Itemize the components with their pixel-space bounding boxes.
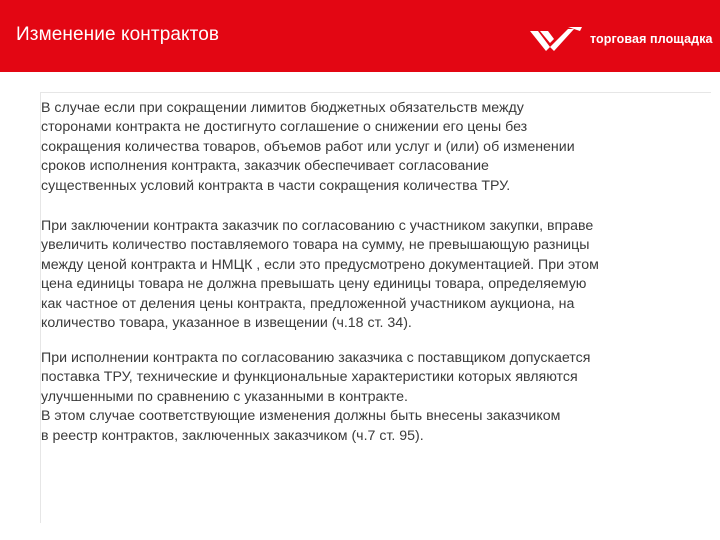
paragraph-contract-execution: [41, 349, 590, 446]
paragraph-budget-limits: [41, 99, 575, 196]
text-line: При исполнении контракта по согласованию заказчика с поставщиком допускается: [41, 350, 591, 366]
text-line: улучшенными по сравнению с указанными в контракте.: [41, 388, 408, 405]
text-line: количество товара, указанное в извещении (ч.18 ст. 34).: [41, 315, 412, 332]
logo-icon: [528, 25, 584, 53]
text-line: сторонами контракта не достигнуто соглашение о снижении его цены без: [41, 119, 528, 136]
text-line: между ценой контракта и НМЦК , если это предусмотрено документацией. При этом: [41, 256, 599, 273]
text-line: сокращения количества товаров, объемов работ или услуг и (или) об изменении: [41, 138, 575, 155]
text-line: При заключении контракта заказчик по согласованию с участником закупки, вправе: [41, 218, 594, 234]
paragraph-contract-conclusion: [41, 217, 599, 333]
text-line: В случае если при сокращении лимитов бюджетных обязательств между: [41, 100, 524, 116]
logo-text: торговая площадка: [590, 32, 713, 46]
content-area: [40, 92, 711, 523]
text-line: В этом случае соответствующие изменения должны быть внесены заказчиком: [41, 408, 561, 425]
text-line: цена единицы товара не должна превышать цену единицы товара, определяемую: [41, 276, 587, 293]
text-line: в реестр контрактов, заключенных заказчиком (ч.7 ст. 95).: [41, 427, 424, 444]
header-bar: [0, 0, 720, 72]
text-line: как частное от деления цены контракта, предложенной участником аукциона, на: [41, 295, 575, 312]
text-line: существенных условий контракта в части сокращения количества ТРУ.: [41, 177, 511, 194]
text-line: сроков исполнения контракта, заказчик обеспечивает согласование: [41, 158, 489, 175]
text-line: поставка ТРУ, технические и функциональные характеристики которых являются: [41, 369, 578, 386]
page-title: Изменение контрактов: [16, 24, 220, 45]
text-line: увеличить количество поставляемого товара на сумму, не превышающую разницы: [41, 237, 590, 254]
logo: [528, 22, 713, 56]
